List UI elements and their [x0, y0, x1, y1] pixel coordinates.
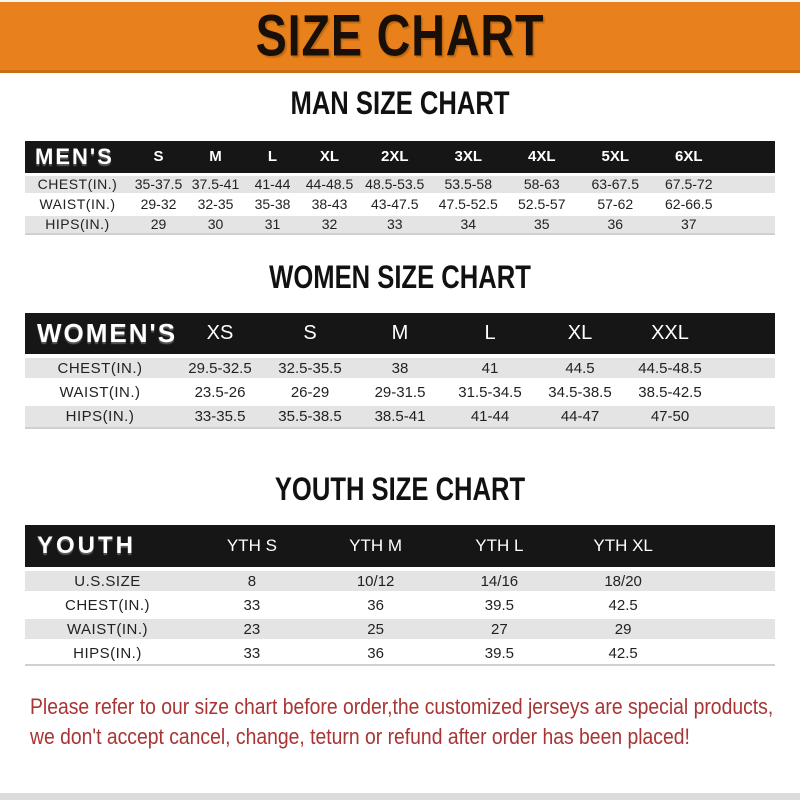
size-value: 38.5-41: [355, 404, 445, 428]
row-spacer: [715, 380, 775, 404]
row-label: WAIST(IN.): [25, 617, 190, 641]
table-corner-label: WOMEN'S: [25, 313, 175, 356]
banner-title: SIZE CHART: [255, 3, 545, 69]
size-value: 42.5: [561, 593, 685, 617]
column-header: S: [265, 313, 355, 356]
size-value: 35: [505, 214, 579, 234]
header-spacer: [726, 141, 776, 174]
header-spacer: [685, 525, 775, 569]
row-label: CHEST(IN.): [25, 356, 175, 380]
size-value: 44-48.5: [301, 174, 358, 194]
column-header: YTH XL: [561, 525, 685, 569]
section-youth: [0, 471, 800, 666]
row-spacer: [715, 404, 775, 428]
size-value: 44-47: [535, 404, 625, 428]
size-value: 41: [445, 356, 535, 380]
men-size-table: [0, 141, 800, 235]
size-value: 29-32: [130, 194, 187, 214]
size-value: 38: [355, 356, 445, 380]
size-value: 62-66.5: [652, 194, 726, 214]
row-spacer: [726, 194, 776, 214]
size-value: 27: [438, 617, 562, 641]
table-corner-label: YOUTH: [25, 525, 190, 569]
row-label: WAIST(IN.): [25, 380, 175, 404]
size-value: 29-31.5: [355, 380, 445, 404]
row-spacer: [685, 569, 775, 593]
size-value: 30: [187, 214, 244, 234]
size-value: 32: [301, 214, 358, 234]
table-row: [25, 214, 775, 234]
size-value: 35-37.5: [130, 174, 187, 194]
size-value: 29: [561, 617, 685, 641]
size-value: 67.5-72: [652, 174, 726, 194]
size-value: 38-43: [301, 194, 358, 214]
size-value: 47-50: [625, 404, 715, 428]
size-value: 44.5-48.5: [625, 356, 715, 380]
size-value: 39.5: [438, 593, 562, 617]
size-value: 58-63: [505, 174, 579, 194]
women-section-heading: WOMEN SIZE CHART: [269, 259, 531, 295]
table-row: [25, 174, 775, 194]
size-value: 33: [190, 593, 314, 617]
column-header: M: [355, 313, 445, 356]
size-value: 23.5-26: [175, 380, 265, 404]
size-value: 47.5-52.5: [432, 194, 506, 214]
size-value: 33: [358, 214, 432, 234]
row-spacer: [685, 641, 775, 665]
table-row: [25, 593, 775, 617]
column-header: 2XL: [358, 141, 432, 174]
size-value: 37.5-41: [187, 174, 244, 194]
size-value: 32-35: [187, 194, 244, 214]
size-value: 41-44: [445, 404, 535, 428]
row-label: HIPS(IN.): [25, 641, 190, 665]
column-header: XL: [535, 313, 625, 356]
table-row: [25, 194, 775, 214]
size-table: [25, 141, 775, 235]
column-header: M: [187, 141, 244, 174]
size-value: 29.5-32.5: [175, 356, 265, 380]
size-value: 53.5-58: [432, 174, 506, 194]
size-value: 43-47.5: [358, 194, 432, 214]
row-spacer: [715, 356, 775, 380]
column-header: 5XL: [579, 141, 653, 174]
table-row: [25, 356, 775, 380]
size-value: 33-35.5: [175, 404, 265, 428]
size-value: 33: [190, 641, 314, 665]
column-header: 4XL: [505, 141, 579, 174]
row-label: WAIST(IN.): [25, 194, 130, 214]
section-women: [0, 259, 800, 429]
column-header: XS: [175, 313, 265, 356]
size-value: 35.5-38.5: [265, 404, 355, 428]
size-value: 32.5-35.5: [265, 356, 355, 380]
column-header: S: [130, 141, 187, 174]
size-value: 8: [190, 569, 314, 593]
size-value: 41-44: [244, 174, 301, 194]
size-table: [25, 525, 775, 666]
footer-note: [30, 692, 774, 752]
size-value: 34.5-38.5: [535, 380, 625, 404]
size-table: [25, 313, 775, 429]
table-header-row: [25, 313, 775, 356]
youth-section-heading: YOUTH SIZE CHART: [274, 471, 526, 507]
table-row: [25, 380, 775, 404]
column-header: 6XL: [652, 141, 726, 174]
size-value: 26-29: [265, 380, 355, 404]
size-value: 36: [579, 214, 653, 234]
size-value: 38.5-42.5: [625, 380, 715, 404]
table-row: [25, 404, 775, 428]
size-value: 31.5-34.5: [445, 380, 535, 404]
size-value: 63-67.5: [579, 174, 653, 194]
size-value: 25: [314, 617, 438, 641]
size-value: 42.5: [561, 641, 685, 665]
size-value: 36: [314, 641, 438, 665]
column-header: YTH M: [314, 525, 438, 569]
column-header: 3XL: [432, 141, 506, 174]
size-value: 44.5: [535, 356, 625, 380]
women-size-table: [0, 313, 800, 429]
size-value: 36: [314, 593, 438, 617]
row-label: U.S.SIZE: [25, 569, 190, 593]
bottom-strip: [0, 793, 800, 800]
table-header-row: [25, 141, 775, 174]
table-row: [25, 617, 775, 641]
table-row: [25, 641, 775, 665]
size-value: 48.5-53.5: [358, 174, 432, 194]
footer-note-line-1: Please refer to our size chart before order,the customized jerseys are special products,: [30, 694, 774, 719]
size-value: 29: [130, 214, 187, 234]
row-label: HIPS(IN.): [25, 404, 175, 428]
row-label: HIPS(IN.): [25, 214, 130, 234]
table-header-row: [25, 525, 775, 569]
row-spacer: [726, 214, 776, 234]
table-row: [25, 569, 775, 593]
men-section-heading: MAN SIZE CHART: [290, 85, 510, 121]
section-men: [0, 85, 800, 235]
table-corner-label: MEN'S: [25, 141, 130, 174]
size-value: 34: [432, 214, 506, 234]
column-header: L: [445, 313, 535, 356]
size-value: 31: [244, 214, 301, 234]
size-value: 14/16: [438, 569, 562, 593]
column-header: XL: [301, 141, 358, 174]
row-spacer: [685, 617, 775, 641]
size-value: 57-62: [579, 194, 653, 214]
size-value: 52.5-57: [505, 194, 579, 214]
row-spacer: [685, 593, 775, 617]
size-chart-banner: [0, 0, 800, 73]
row-spacer: [726, 174, 776, 194]
footer-note-line-2: we don't accept cancel, change, teturn or refund after order has been placed!: [30, 724, 690, 749]
header-spacer: [715, 313, 775, 356]
column-header: XXL: [625, 313, 715, 356]
size-value: 23: [190, 617, 314, 641]
row-label: CHEST(IN.): [25, 174, 130, 194]
youth-size-table: [0, 525, 800, 666]
size-value: 35-38: [244, 194, 301, 214]
size-value: 37: [652, 214, 726, 234]
size-value: 39.5: [438, 641, 562, 665]
column-header: YTH S: [190, 525, 314, 569]
column-header: L: [244, 141, 301, 174]
column-header: YTH L: [438, 525, 562, 569]
size-value: 18/20: [561, 569, 685, 593]
row-label: CHEST(IN.): [25, 593, 190, 617]
size-value: 10/12: [314, 569, 438, 593]
